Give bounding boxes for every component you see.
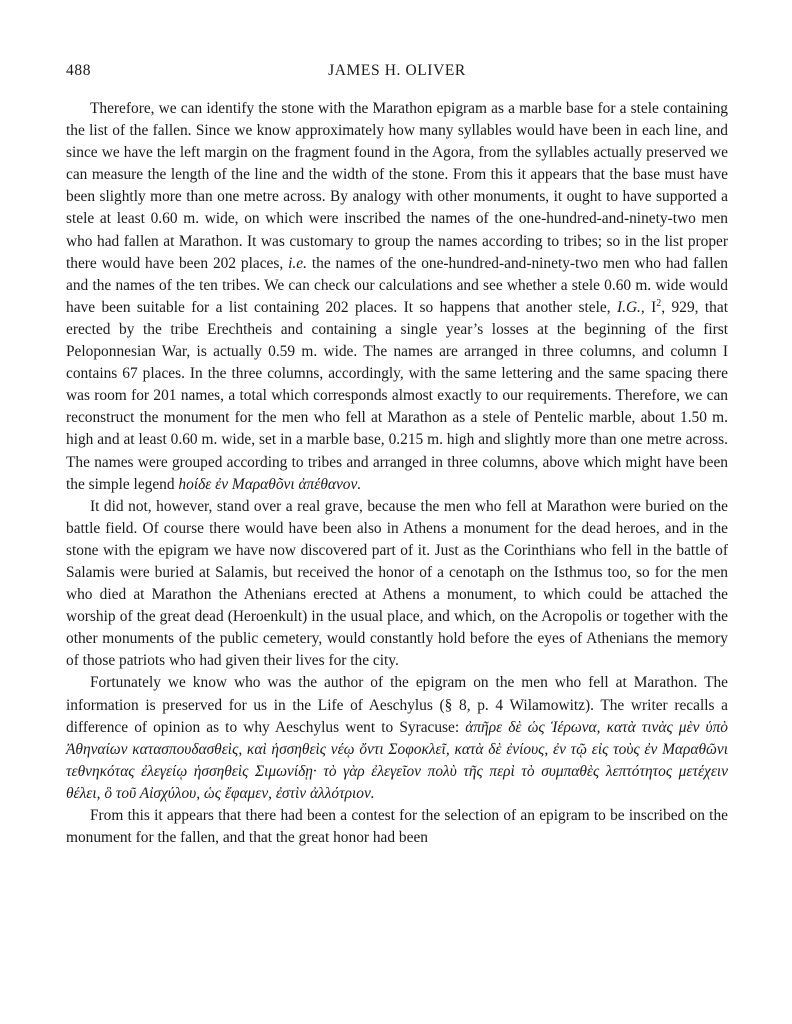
running-head: [66, 62, 728, 84]
paragraph-1-text-b: the names of the one-hundred-and-ninety-two men who had fallen and the names of the ten tribes. We can check our calculations and see whether a stele 0.60 m. wide would have been suitable for a list containing 202 places. It so happens that another stele,: [66, 254, 728, 316]
ie-abbreviation: i.e.: [288, 254, 307, 272]
paragraph-3-text: Fortunately we know who was the author of the epigram on the men who fell at Marathon. The information is preserved for us in the Life of Aeschylus (§ 8, p. 4 Wilamowitz). The writer recalls a difference of opinion as to why Aeschylus went to Syracuse:: [66, 674, 728, 736]
paragraph-1: [66, 98, 728, 496]
paragraph-1-text-d: , 929, that erected by the tribe Erechtheis and containing a single year’s losses at the beginning of the first Peloponnesian War, is actually 0.59 m. wide. The names are arranged in three columns, and column I contains 67 places. In the three columns, accordingly, with the same lettering and the same spacing there was room for 201 names, a total which corresponds almost exactly to our requirements. Therefore, we can reconstruct the monument for the men who fell at Marathon as a stele of Pentelic marble, about 1.50 m. high and at least 0.60 m. wide, set in a marble base, 0.215 m. high and slightly more than one metre across. The names were grouped according to tribes and arranged in three columns, above which might have been the simple legend: [66, 298, 728, 493]
body-text: [66, 98, 728, 849]
running-title: JAMES H. OLIVER: [328, 62, 466, 79]
paragraph-1-text-a: Therefore, we can identify the stone with the Marathon epigram as a marble base for a stele containing the list of the fallen. Since we know approximately how many syllables would have been in each line, and since we have the left margin on the fragment found in the Agora, from the syllables actually preserved we can measure the length of the line and the width of the stone. From this it appears that the base must have been slightly more than one metre across. By analogy with other monuments, it ought to have supported a stele at least 0.60 m. wide, on which were inscribed the names of the one-hundred-and-ninety-two men who had fallen at Marathon. It was customary to group the names according to tribes; so in the list proper there would have been 202 places,: [66, 100, 728, 272]
greek-quotation: ἀπῆρε δὲ ὡς Ἱέρωνα, κατὰ τινὰς μὲν ὑπὸ Ἀθηναίων κατασπουδασθεὶς, καὶ ἡσσηθεὶς νέῳ ὄντι Σοφοκλεῖ, κατὰ δὲ ἐνίους, ἐν τῷ εἰς τοὺς ἐν Μαραθῶνι τεθνηκότας ἐλεγείῳ ἡσσηθεὶς Σιμωνίδῃ· τὸ γὰρ ἐλεγεῖον πολὺ τῆς περὶ τὸ συμπαθὲς λεπτότητος μετέχειν θέλει, ὃ τοῦ Αἰσχύλου, ὡς ἔφαμεν, ἐστὶν ἀλλότριον.: [66, 718, 728, 802]
paragraph-4: From this it appears that there had been a contest for the selection of an epigram to be inscribed on the monument for the fallen, and that the great honor had been: [66, 807, 728, 847]
paragraph-3: [66, 672, 728, 805]
edition-superscript: 2: [656, 297, 662, 309]
page-number: 488: [66, 62, 92, 79]
paragraph-2: It did not, however, stand over a real grave, because the men who fell at Marathon were buried on the battle field. Of course there would have been also in Athens a monument for the dead heroes, and in the stone with the epigram we have now discovered part of it. Just as the Corinthians who fell in the battle of Salamis were buried at Salamis, but received the honor of a cenotaph on the Isthmus too, so for the men who died at Marathon the Athenians erected at Athens a monument, to which could be attached the worship of the great dead (Heroenkult) in the usual place, and which, on the Acropolis or together with the other monuments of the public cemetery, would constantly hold before the eyes of Athenians the memory of those patriots who had given their lives for the city.: [66, 497, 728, 670]
greek-legend: hοίδε ἐν Μαραθõνι ἀπέθανον.: [178, 475, 362, 493]
ig-citation: I.G.: [616, 298, 641, 316]
paragraph-1-text-c: , I: [640, 298, 657, 316]
page: [66, 62, 728, 849]
